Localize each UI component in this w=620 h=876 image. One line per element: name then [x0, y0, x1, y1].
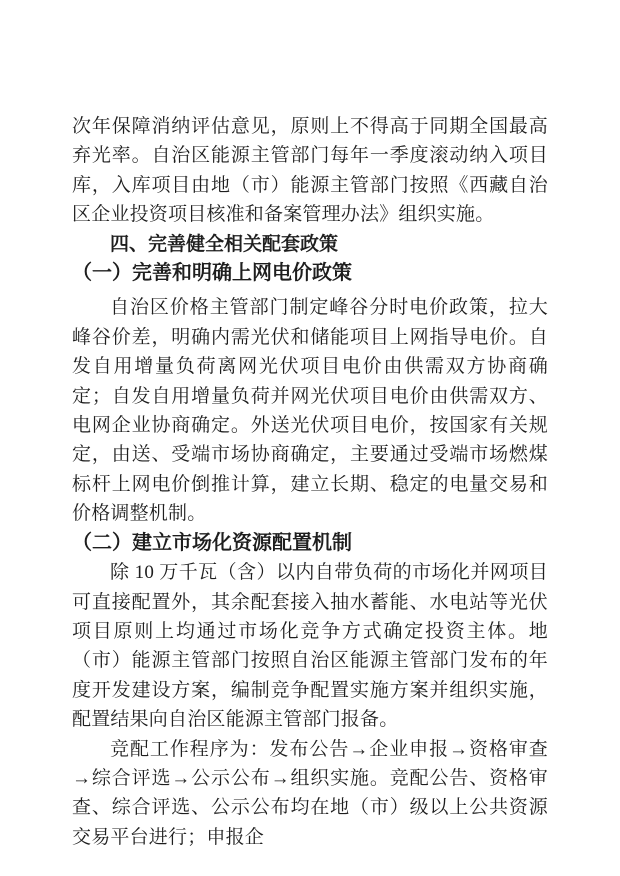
paragraph-electricity-pricing: 自治区价格主管部门制定峰谷分时电价政策，拉大峰谷价差，明确内需光伏和储能项目上网指导电价。自发自用增量负荷离网光伏项目电价由供需双方协商确定；自发自用增量负荷并网光伏项目电价由供需双方、电网企业协商确定。外送光伏项目电价，按国家有关规定，由送、受端市场协商确定，主要通过受端市场燃煤标杆上网电价倒推计算，建立长期、稳定的电量交易和价格调整机制。 [72, 297, 548, 525]
subsection-heading-1: （一）完善和明确上网电价政策 [72, 262, 352, 285]
section-heading-4: 四、完善健全相关配套政策 [110, 233, 339, 255]
paragraph-continuation-top: 次年保障消纳评估意见，原则上不得高于同期全国最高弃光率。自治区能源主管部门每年一季度滚动纳入项目库，入库项目由地（市）能源主管部门按照《西藏自治区企业投资项目核准和备案管理办法》组织实施。 [72, 116, 548, 226]
subsection-heading-2: （二）建立市场化资源配置机制 [72, 531, 352, 554]
paragraph-competition-procedure: 竞配工作程序为：发布公告→企业申报→资格审查→综合评选→公示公布→组织实施。竞配公告、资格审查、综合评选、公示公布均在地（市）级以上公共资源交易平台进行；申报企 [72, 738, 548, 848]
paragraph-market-allocation: 除 10 万千瓦（含）以内自带负荷的市场化并网项目可直接配置外，其余配套接入抽水蓄能、水电站等光伏项目原则上均通过市场化竞争方式确定投资主体。地（市）能源主管部门按照自治区能源主管部门发布的年度开发建设方案，编制竞争配置实施方案并组织实施，配置结果向自治区能源主管部门报备。 [72, 562, 548, 731]
